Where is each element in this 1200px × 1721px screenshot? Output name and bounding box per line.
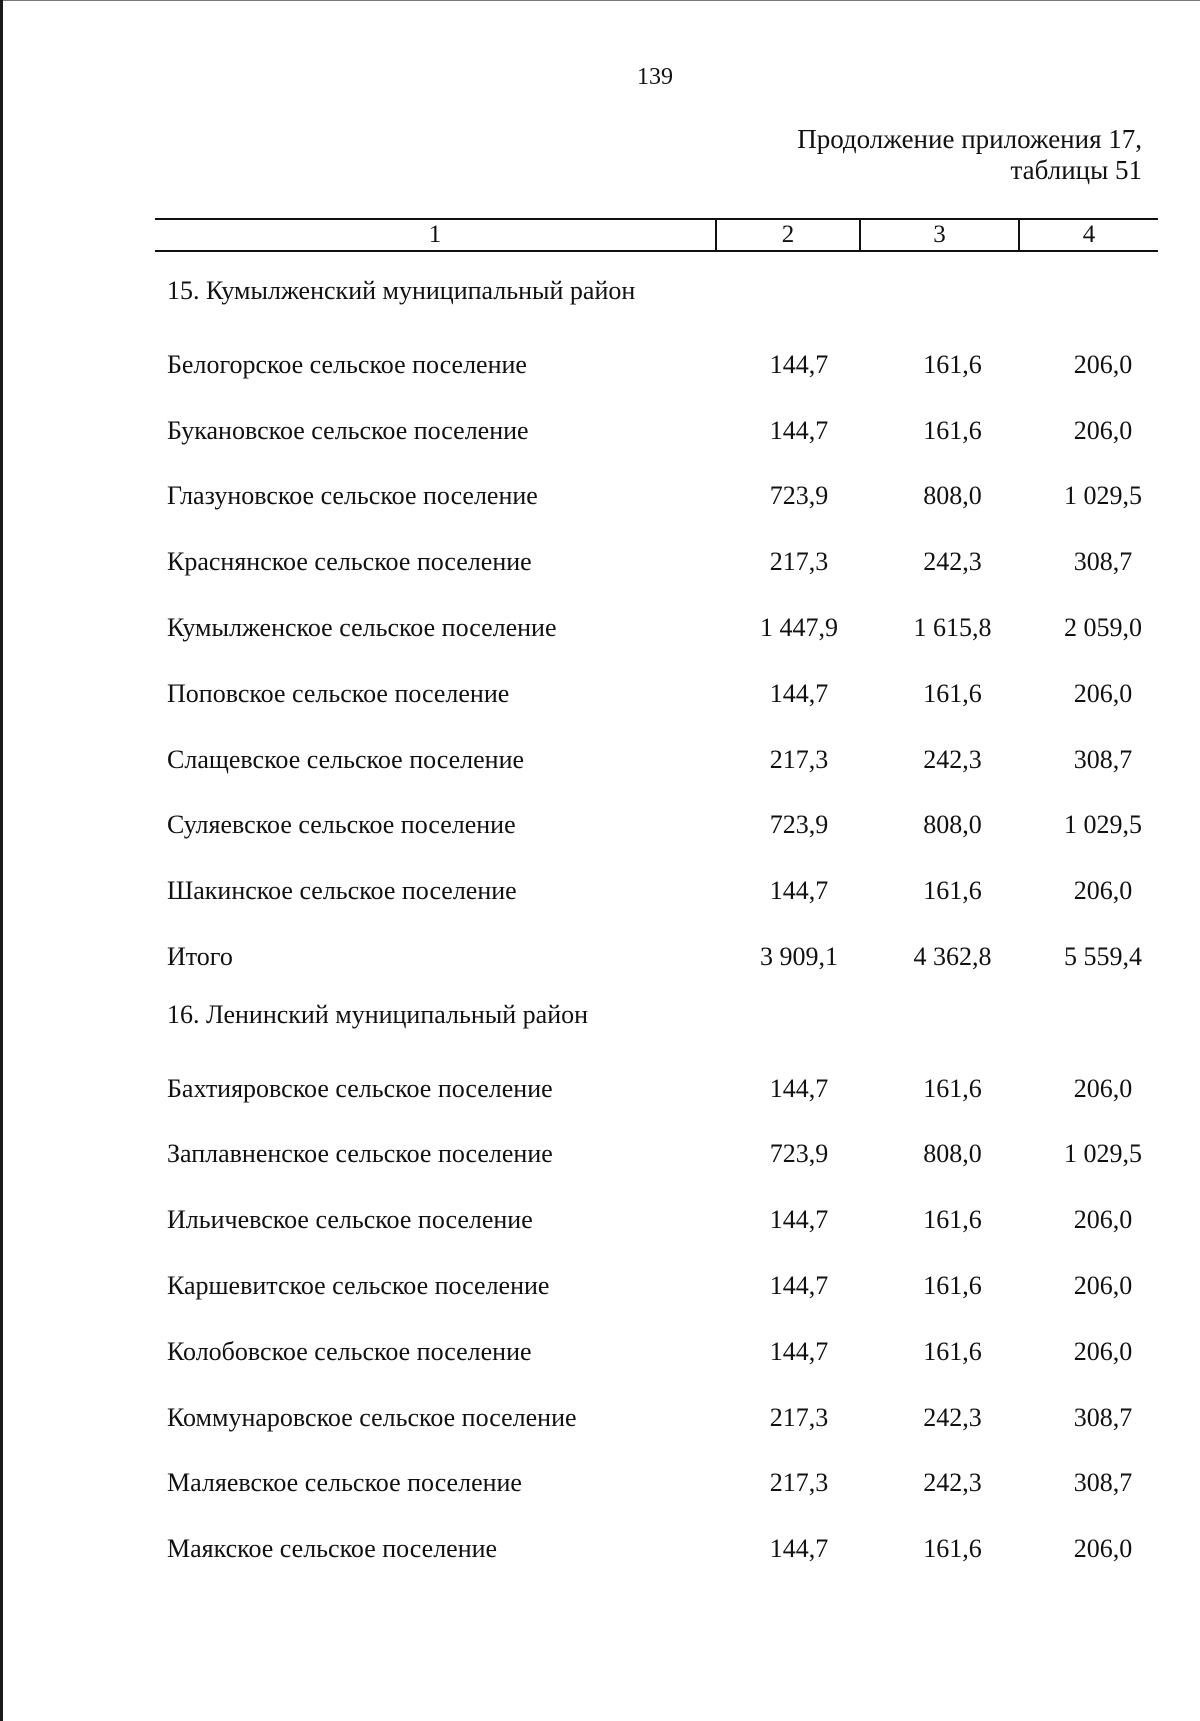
value-col-4: 206,0: [1073, 1534, 1133, 1564]
settlement-name: Шакинское сельское поселение: [167, 876, 517, 906]
value-col-4: 206,0: [1073, 1205, 1133, 1235]
value-col-4: 206,0: [1073, 1336, 1133, 1366]
value-col-3: 808,0: [923, 481, 982, 511]
value-col-2: 144,7: [769, 415, 829, 445]
scan-edge-left: [0, 0, 3, 1721]
value-col-4: 2 059,0: [1064, 612, 1142, 642]
settlement-name: Краснянское сельское поселение: [167, 547, 532, 577]
value-col-3: 1 615,8: [913, 612, 992, 642]
value-col-4: 206,0: [1073, 678, 1133, 708]
table-row: [167, 463, 1167, 529]
value-col-4: 206,0: [1073, 876, 1133, 906]
value-col-2: 144,7: [769, 1205, 829, 1235]
column-header-3: 3: [859, 220, 1018, 250]
table-row: [167, 1056, 1167, 1122]
settlement-name: Слащевское сельское поселение: [167, 744, 525, 774]
scan-edge-top: [0, 0, 1200, 1]
value-col-4: 308,7: [1073, 547, 1133, 577]
table-row: [167, 1187, 1167, 1253]
settlement-name: Заплавненское сельское поселение: [167, 1139, 553, 1169]
value-col-3: 161,6: [923, 349, 982, 379]
value-col-2: 144,7: [769, 1073, 829, 1103]
table-row: [167, 332, 1167, 398]
settlement-name: Бахтияровское сельское поселение: [167, 1073, 553, 1103]
value-col-2: 3 909,1: [760, 941, 838, 971]
table-row: [167, 1450, 1167, 1516]
value-col-4: 206,0: [1073, 1073, 1133, 1103]
value-col-2: 217,3: [769, 1468, 829, 1498]
value-col-3: 161,6: [923, 1205, 982, 1235]
value-col-3: 242,3: [923, 1468, 982, 1498]
value-col-2: 144,7: [769, 1336, 829, 1366]
settlement-name: Кумылженское сельское поселение: [167, 612, 557, 642]
settlement-name: Глазуновское сельское поселение: [167, 481, 538, 511]
continuation-line-1: Продолжение приложения 17,: [797, 124, 1142, 154]
value-col-2: 144,7: [769, 876, 829, 906]
value-col-4: 1 029,5: [1064, 1139, 1142, 1169]
value-col-4: 308,7: [1073, 1468, 1133, 1498]
column-header-2: 2: [715, 220, 859, 250]
table-row: [167, 398, 1167, 464]
value-col-3: 242,3: [923, 1402, 982, 1432]
table-row: [167, 529, 1167, 595]
page-number: 139: [637, 64, 673, 90]
settlement-name: Ильичевское сельское поселение: [167, 1205, 533, 1235]
section-title: 15. Кумылженский муниципальный район: [167, 276, 636, 305]
table-row: [167, 727, 1167, 793]
table-row: [167, 858, 1167, 924]
section-title: 16. Ленинский муниципальный район: [167, 999, 589, 1029]
table-row: [167, 792, 1167, 858]
table-row: [167, 595, 1167, 661]
value-col-4: 1 029,5: [1064, 481, 1142, 511]
table-row: [167, 924, 1167, 990]
value-col-2: 217,3: [769, 744, 829, 774]
value-col-2: 144,7: [769, 678, 829, 708]
value-col-2: 1 447,9: [760, 612, 838, 642]
table-row: [167, 1121, 1167, 1187]
value-col-3: 161,6: [923, 1336, 982, 1366]
settlement-name: Букановское сельское поселение: [167, 415, 529, 445]
settlement-name: Поповское сельское поселение: [167, 678, 510, 708]
value-col-3: 161,6: [923, 1073, 982, 1103]
value-col-2: 144,7: [769, 349, 829, 379]
value-col-3: 161,6: [923, 678, 982, 708]
value-col-2: 723,9: [769, 810, 829, 840]
table-body: [167, 266, 1167, 1582]
value-col-3: 161,6: [923, 1534, 982, 1564]
value-col-3: 242,3: [923, 744, 982, 774]
settlement-name: Коммунаровское сельское поселение: [167, 1402, 577, 1432]
settlement-name: Каршевитское сельское поселение: [167, 1270, 550, 1300]
settlement-name: Колобовское сельское поселение: [167, 1336, 532, 1366]
table-header: [155, 218, 1158, 252]
value-col-3: 242,3: [923, 547, 982, 577]
value-col-3: 161,6: [923, 1270, 982, 1300]
column-header-1: 1: [428, 221, 442, 248]
value-col-3: 161,6: [923, 876, 982, 906]
table-row: [167, 1516, 1167, 1582]
continuation-note: [797, 124, 1142, 186]
value-col-4: 206,0: [1073, 349, 1133, 379]
value-col-3: 808,0: [923, 1139, 982, 1169]
settlement-name: Суляевское сельское поселение: [167, 810, 516, 840]
table-row: [167, 661, 1167, 727]
table-row: [167, 1385, 1167, 1451]
settlement-name: Маякское сельское поселение: [167, 1534, 498, 1564]
value-col-3: 808,0: [923, 810, 982, 840]
value-col-2: 144,7: [769, 1270, 829, 1300]
value-col-2: 723,9: [769, 1139, 829, 1169]
value-col-4: 308,7: [1073, 1402, 1133, 1432]
value-col-4: 5 559,4: [1064, 941, 1142, 971]
value-col-3: 4 362,8: [913, 941, 992, 971]
continuation-line-2: таблицы 51: [1010, 155, 1142, 185]
settlement-name: Белогорское сельское поселение: [167, 349, 527, 379]
settlement-name: Маляевское сельское поселение: [167, 1468, 522, 1498]
settlement-name: Итого: [167, 941, 233, 971]
value-col-2: 723,9: [769, 481, 829, 511]
section-header-row: [167, 990, 1167, 1056]
value-col-4: 1 029,5: [1064, 810, 1142, 840]
column-header-4: 4: [1018, 220, 1158, 250]
table-row: [167, 1253, 1167, 1319]
section-header-row: [167, 266, 1167, 332]
value-col-3: 161,6: [923, 415, 982, 445]
value-col-4: 206,0: [1073, 415, 1133, 445]
value-col-2: 217,3: [769, 1402, 829, 1432]
value-col-2: 144,7: [769, 1534, 829, 1564]
value-col-4: 308,7: [1073, 744, 1133, 774]
value-col-4: 206,0: [1073, 1270, 1133, 1300]
value-col-2: 217,3: [769, 547, 829, 577]
table-row: [167, 1319, 1167, 1385]
